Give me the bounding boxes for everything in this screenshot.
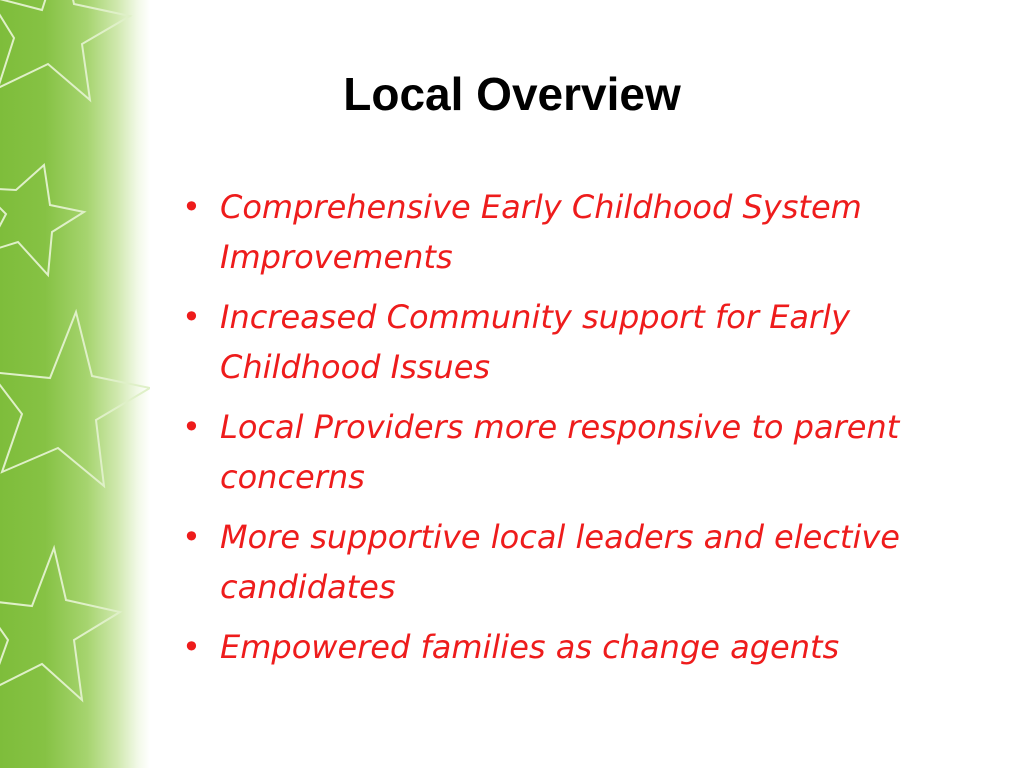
bullet-text: More supportive local leaders and elective candidates: [220, 518, 900, 606]
bullet-point-icon: •: [182, 408, 201, 446]
bullet-list: [182, 182, 982, 682]
bullet-point-icon: •: [182, 188, 201, 226]
star-outline-icon: [0, 548, 120, 700]
star-outline-icon: [0, 165, 84, 275]
bullet-item: [182, 182, 982, 282]
bullet-item: [182, 402, 982, 502]
bullet-text: Comprehensive Early Childhood System Improvements: [220, 188, 862, 276]
star-outline-icon: [0, 0, 130, 100]
bullet-text: Empowered families as change agents: [220, 628, 840, 666]
bullet-point-icon: •: [182, 518, 201, 556]
bullet-item: [182, 292, 982, 392]
slide-title: Local Overview: [343, 68, 681, 120]
decorative-star-band: [0, 0, 150, 768]
star-outlines-graphic: [0, 0, 150, 768]
bullet-point-icon: •: [182, 628, 201, 666]
bullet-point-icon: •: [182, 298, 201, 336]
star-outline-icon: [0, 312, 150, 486]
bullet-item: [182, 512, 982, 612]
bullet-text: Local Providers more responsive to parent concerns: [220, 408, 900, 496]
bullet-item: [182, 622, 982, 672]
bullet-text: Increased Community support for Early Childhood Issues: [220, 298, 850, 386]
